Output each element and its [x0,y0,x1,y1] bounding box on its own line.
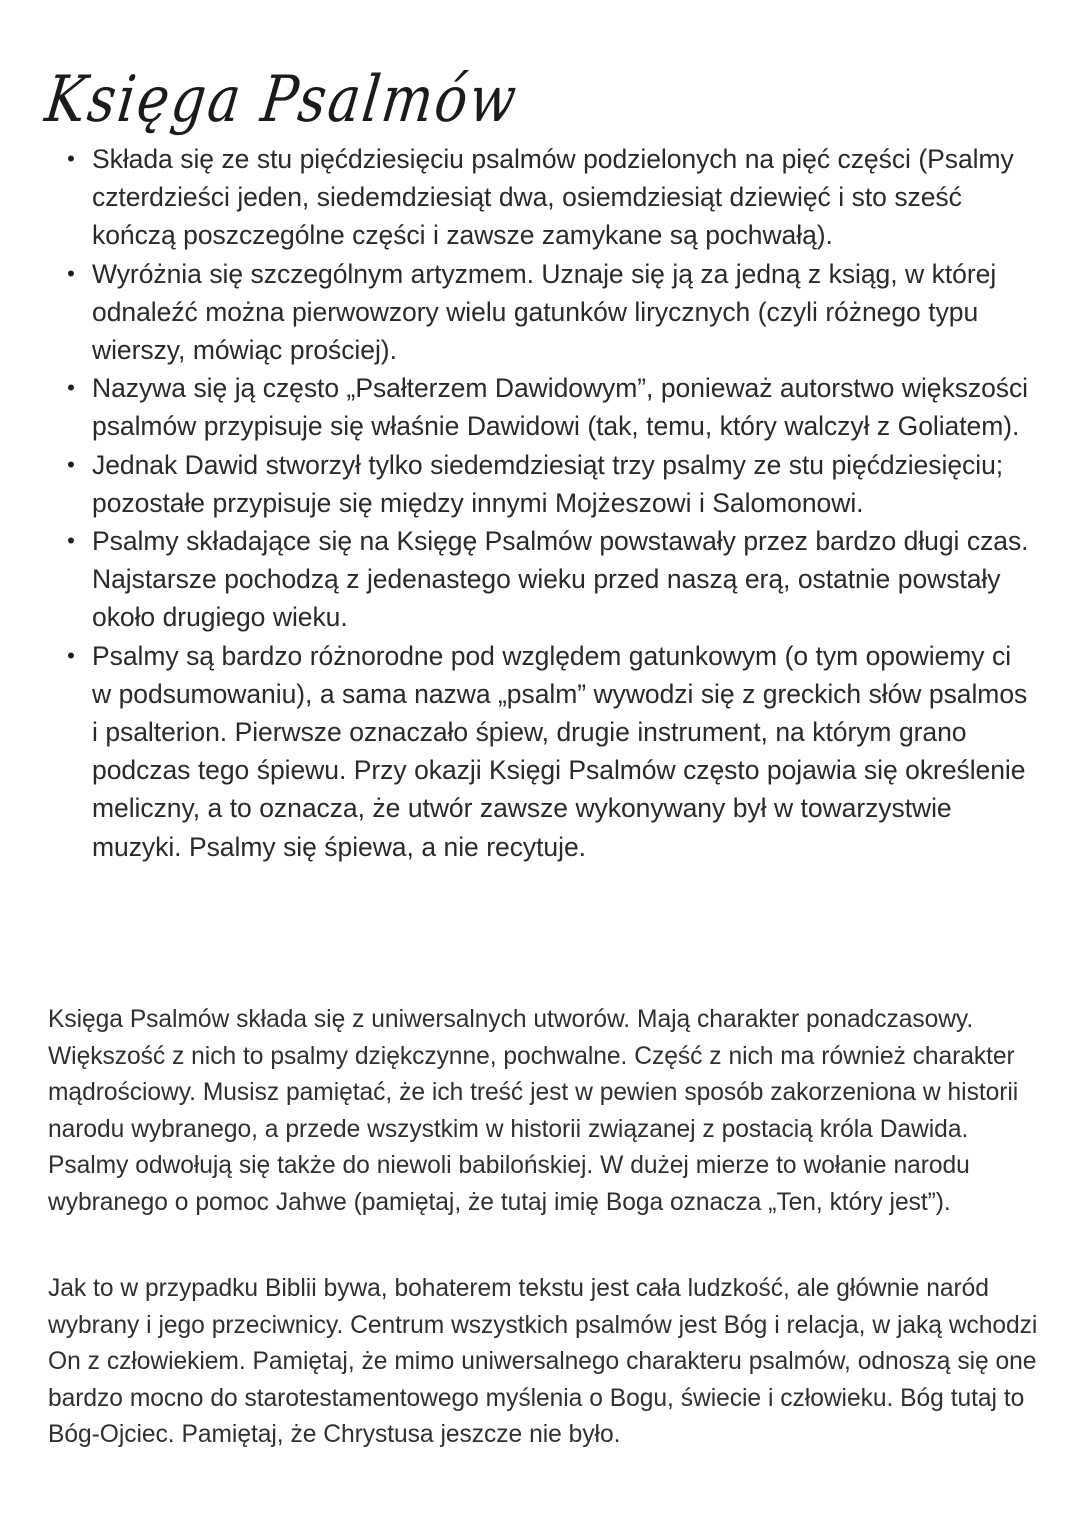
list-item [48,446,1032,522]
bullet-point-icon: • [67,528,75,554]
list-item-text: Jednak Dawid stworzył tylko siedemdziesiąt trzy psalmy ze stu pięćdziesięciu; pozostałe przypisuje się między innymi Mojżeszowi i Salomonowi. [92,449,1004,518]
notes-bullet-list [48,140,1032,866]
bullet-point-icon: • [67,260,75,286]
list-item [48,637,1032,866]
list-item [48,522,1032,637]
body-paragraph-block-2 [48,1271,1038,1454]
body-paragraph: Księga Psalmów składa się z uniwersalnych utworów. Mają charakter ponadczasowy. Większość z nich to psalmy dziękczynne, pochwalne. Część z nich ma również charakter mądrościowy. Musisz pamiętać, że ich treść jest w pewien sposób zakorzeniona w historii narodu wybranego, a przede wszystkim w historii związanej z postacią króla Dawida. Psalmy odwołują się także do niewoli babilońskiej. W dużej mierze to wołanie narodu wybranego o pomoc Jahwe (pamiętaj, że tutaj imię Boga oznacza „Ten, który jest”). [48,1006,1019,1216]
list-item-text: Psalmy składające się na Księgę Psalmów powstawały przez bardzo długi czas. Najstarsze pochodzą z jedenastego wieku przed naszą erą, ostatnie powstały około drugiego wieku. [92,526,1029,633]
bullet-point-icon: • [67,642,75,668]
list-item-text: Nazywa się ją często „Psałterzem Dawidowym”, ponieważ autorstwo większości psalmów przypisuje się właśnie Dawidowi (tak, temu, który walczył z Goliatem). [92,373,1029,442]
page-title: Księga Psalmów [41,61,523,136]
list-item-text: Składa się ze stu pięćdziesięciu psalmów podzielonych na pięć części (Psalmy czterdzieści jeden, siedemdziesiąt dwa, osiemdziesiąt dziewięć i sto sześć kończą poszczególne części i zawsze zamykane są pochwałą). [92,144,1014,251]
list-item-text: Psalmy są bardzo różnorodne pod względem gatunkowym (o tym opowiemy ci w podsumowaniu), a sama nazwa „psalm” wywodzi się z greckich słów psalmos i psalterion. Pierwsze oznaczało śpiew, drugie instrument, na którym grano podczas tego śpiewu. Przy okazji Księgi Psalmów często pojawia się określenie meliczny, a to oznacza, że utwór zawsze wykonywany był w towarzystwie muzyki. Psalmy się śpiewa, a nie recytuje. [92,640,1028,862]
list-item-text: Wyróżnia się szczególnym artyzmem. Uznaje się ją za jedną z ksiąg, w której odnaleźć można pierwowzory wielu gatunków lirycznych (czyli różnego typu wierszy, mówiąc prościej). [92,258,997,366]
list-item [48,255,1032,370]
bullet-point-icon: • [67,375,75,401]
body-paragraph: Jak to w przypadku Biblii bywa, bohaterem tekstu jest cała ludzkość, ale głównie naród wybrany i jego przeciwnicy. Centrum wszystkich psalmów jest Bóg i relacja, w jaką wchodzi On z człowiekiem. Pamiętaj, że mimo uniwersalnego charakteru psalmów, odnoszą się one bardzo mocno do starotestamentowego myślenia o Bogu, świecie i człowieku. Bóg tutaj to Bóg-Ojciec. Pamiętaj, że Chrystusa jeszcze nie było. [48,1275,1038,1449]
bullet-point-icon: • [67,451,75,477]
bullet-point-icon: • [67,146,75,171]
list-item [48,369,1032,445]
body-paragraph-block-1 [48,1002,1038,1222]
list-item [48,140,1032,255]
